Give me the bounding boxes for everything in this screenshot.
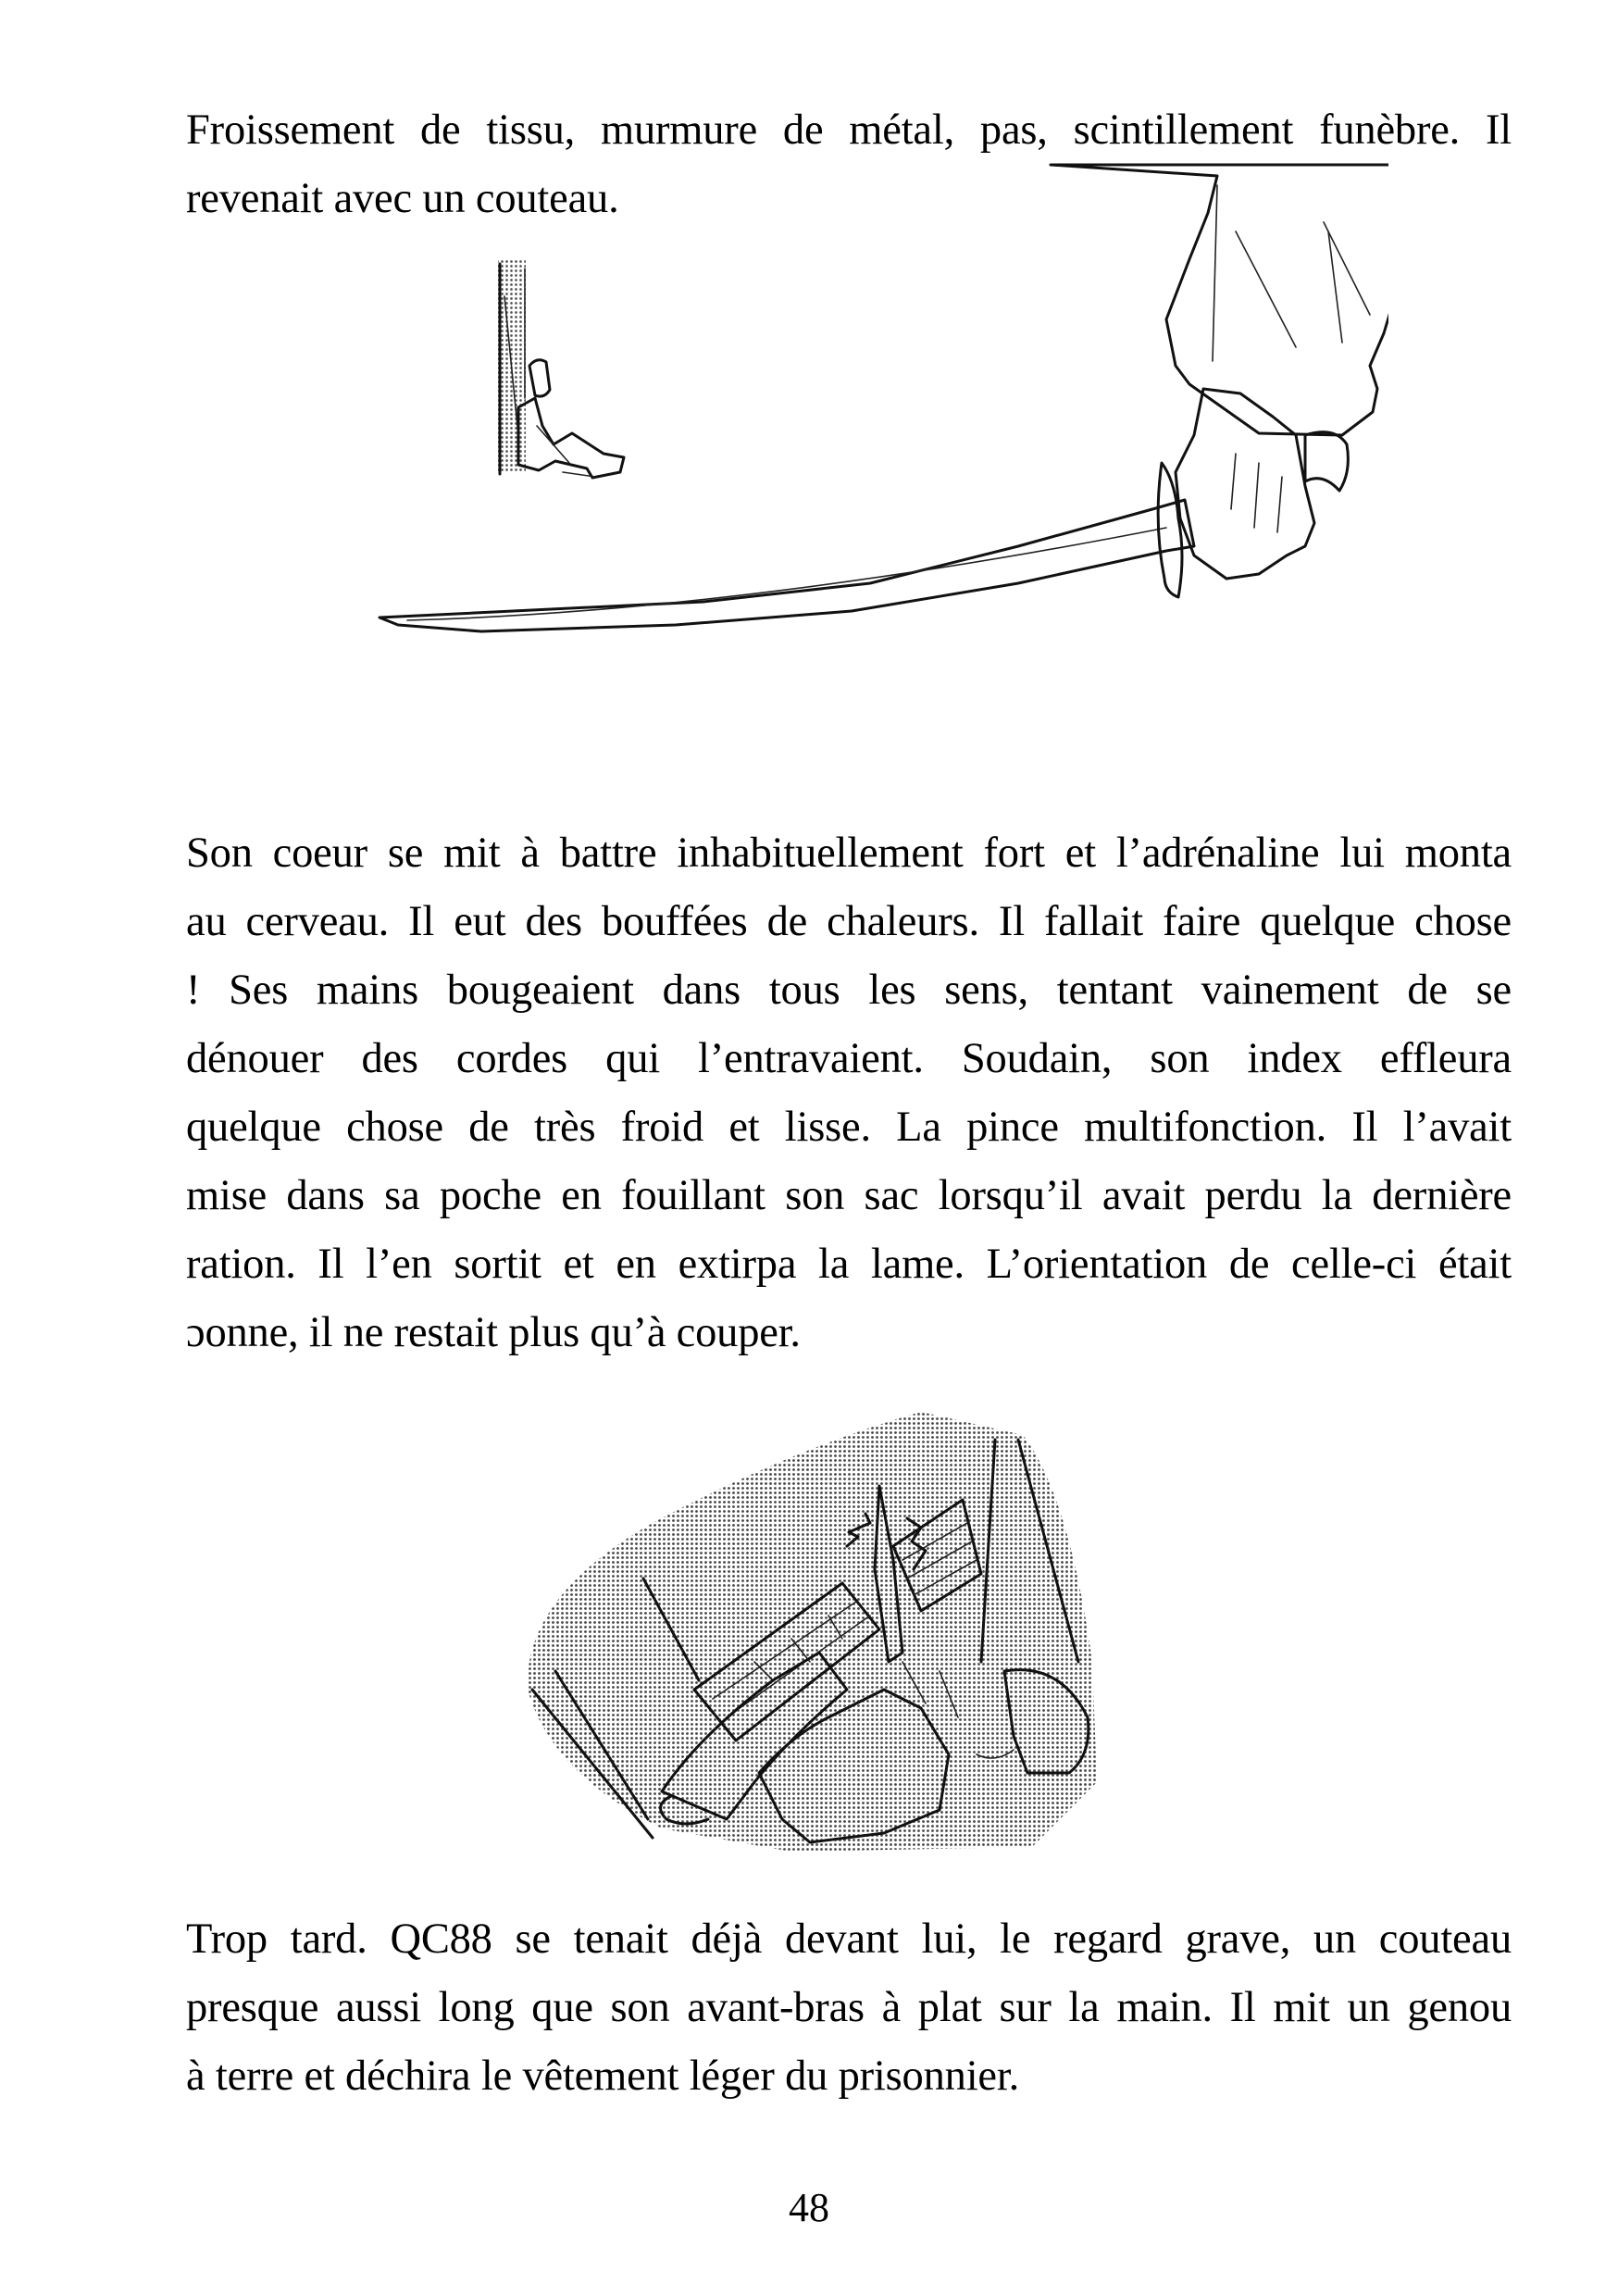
paragraph-3 <box>186 1905 1512 2111</box>
text-line: au cerveau. Il eut des bouffées de chaleurs. Il fallait faire quelque chose <box>186 898 1512 945</box>
text-line: presque aussi long que son avant-bras à plat sur la main. Il mit un genou <box>186 1984 1512 2031</box>
text-line: quelque chose de très froid et lisse. La pince multifonction. Il l’avait <box>186 1104 1512 1151</box>
text-line: dénouer des cordes qui l’entravaient. Soudain, son index effleura <box>186 1035 1512 1082</box>
text-line: Trop tard. QC88 se tenait déjà devant lui, le regard grave, un couteau <box>186 1915 1512 1963</box>
bound-hands-illustration <box>514 1384 1115 1856</box>
sleeve-icon <box>1051 165 1388 435</box>
text-line: ration. Il l’en sortit et en extirpa la lame. L’orientation de celle-ci était <box>186 1241 1512 1288</box>
knife-in-hand-illustration <box>370 157 1388 750</box>
curved-blade-icon <box>380 463 1194 631</box>
text-line: ɔonne, il ne restait plus qu’à couper. <box>186 1309 801 1356</box>
text-line: revenait avec un couteau. <box>186 175 619 222</box>
seated-prisoner-icon <box>518 360 624 478</box>
text-line: ! Ses mains bougeaient dans tous les sens, tentant vainement de se <box>186 967 1512 1014</box>
text-line: à terre et déchira le vêtement léger du prisonnier. <box>186 2053 1020 2100</box>
paragraph-2 <box>186 819 1512 1367</box>
text-line: Son coeur se mit à battre inhabituellement fort et l’adrénaline lui monta <box>186 830 1512 877</box>
text-line: mise dans sa poche en fouillant son sac lorsqu’il avait perdu la dernière <box>186 1172 1512 1219</box>
fist-icon <box>1176 389 1348 579</box>
text-line: Froissement de tissu, murmure de métal, pas, scintillement funèbre. Il <box>186 106 1512 154</box>
page-number: 48 <box>789 2185 829 2230</box>
wall-post-icon <box>498 259 526 474</box>
